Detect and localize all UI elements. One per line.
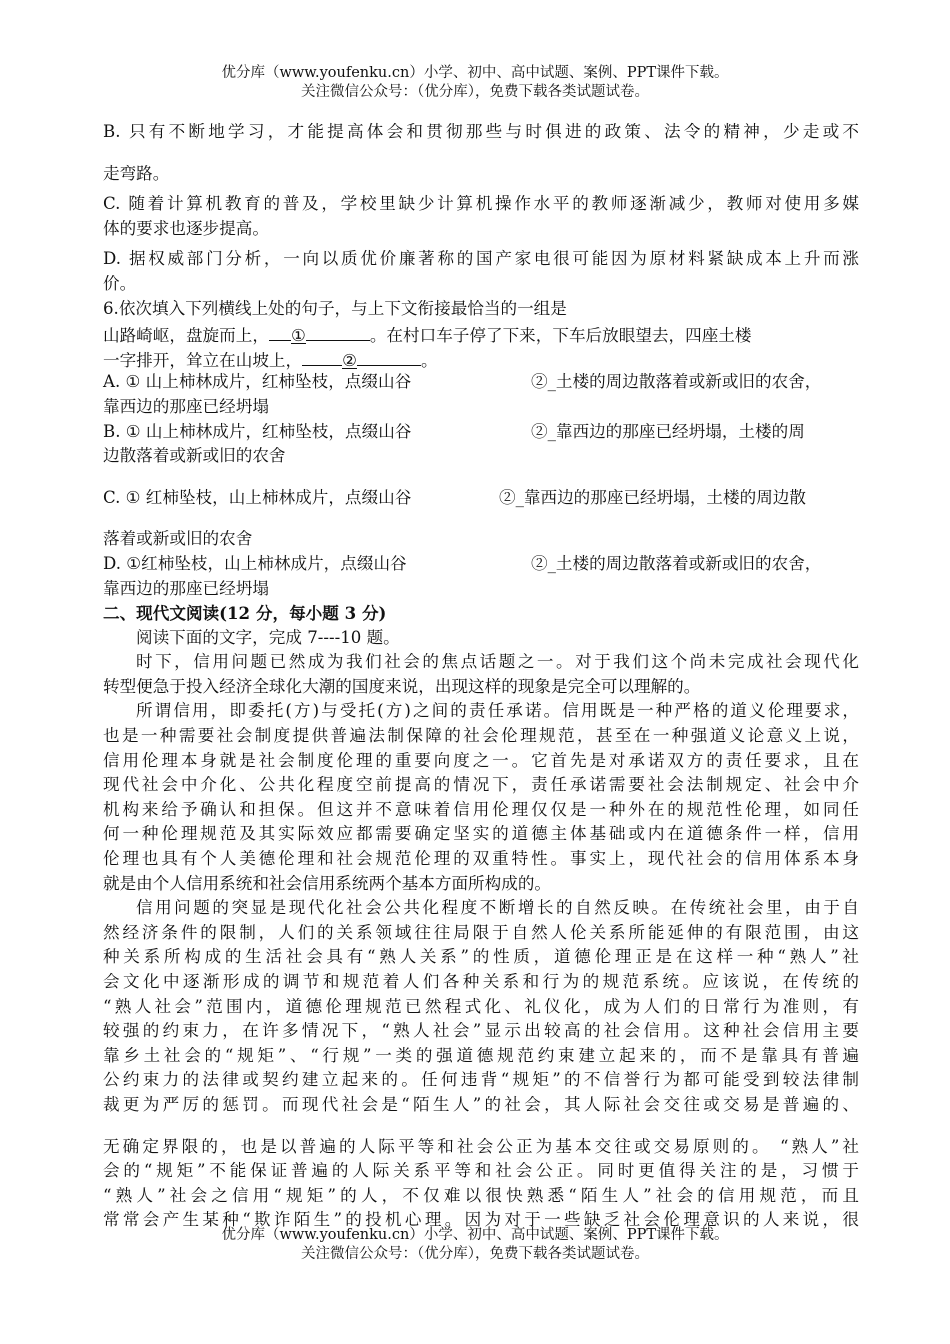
reading-line: 常常会产生某种“欺诈陌生”的投机心理。因为对于一些缺乏社会伦理意识的人来说，很 <box>103 1210 859 1230</box>
reading-line: 信用问题的突显是现代化社会公共化程度不断增长的自然反映。在传统社会里，由于自 <box>136 898 859 918</box>
q6-option-c-line2: 落着或新或旧的农舍 <box>103 529 253 549</box>
reading-paragraph-3-continued <box>103 1135 859 1233</box>
reading-line: 无确定界限的，也是以普遍的人际平等和社会公正为基本交往或交易原则的。 “熟人”社 <box>103 1136 859 1156</box>
q5-option-b-line2: 走弯路。 <box>103 163 170 183</box>
reading-line: 转型便急于投入经济全球化大潮的国度来说，出现这样的现象是完全可以理解的。 <box>103 676 701 696</box>
q6-option-b-line2: 边散落着或新或旧的农舍 <box>103 446 286 466</box>
reading-line: “熟人社会”范围内，道德伦理规范已然程式化、礼仪化，成为人们的日常行为准则，有 <box>103 996 859 1016</box>
q6-option-c-line1: C. ① 红柿坠枝，山上柿林成片，点缀山谷 ②_靠西边的那座已经坍塌，土楼的周边散 <box>103 487 806 507</box>
q5-option-d-line1: D. 据权威部门分析，一向以质优价廉著称的国产家电很可能因为原材料紧缺成本上升而涨 <box>103 249 859 269</box>
reading-line: 机构来给予确认和担保。但这并不意味着信用伦理仅仅是一种外在的规范性伦理，如同任 <box>103 799 859 819</box>
header-line-1: 优分库（www.youfenku.cn）小学、初中、高中试题、案例、PPT课件下载。 <box>221 65 729 81</box>
q6-passage-line2: 一字排开，耸立在山坡上， ② 。 <box>103 346 859 371</box>
q6-option-b-line1: B. ① 山上柿林成片，红柿坠枝，点缀山谷 ②_靠西边的那座已经坍塌，土楼的周 <box>103 421 805 441</box>
reading-line: 会文化中逐渐形成的调节和规范着人们各种关系和行为的规范系统。应该说，在传统的 <box>103 972 859 991</box>
page-footer <box>0 1226 950 1264</box>
reading-line: 时下，信用问题已然成为我们社会的焦点话题之一。对于我们这个尚未完成社会现代化 <box>136 652 859 672</box>
header-line-2: 关注微信公众号：（优分库），免费下载各类试题试卷。 <box>301 84 649 100</box>
reading-line: 然经济条件的限制，人们的关系领域往往局限于自然人伦关系所能延伸的有限范围，由这 <box>103 922 859 942</box>
footer-line-2: 关注微信公众号：（优分库），免费下载各类试题试卷。 <box>301 1246 649 1262</box>
reading-line: 较强的约束力，在许多情况下，“熟人社会”显示出较高的社会信用。这种社会信用主要 <box>103 1021 859 1041</box>
q5-option-c-line1: C. 随着计算机教育的普及，学校里缺少计算机操作水平的教师逐渐减少，教师对使用多媒 <box>103 194 859 214</box>
reading-line: 就是由个人信用系统和社会信用系统两个基本方面所构成的。 <box>103 873 552 893</box>
reading-line: 伦理也具有个人美德伦理和社会规范伦理的双重特性。事实上，现代社会的信用体系本身 <box>103 849 859 869</box>
reading-line: 会的“规矩”不能保证普遍的人际关系平等和社会公正。同时更值得关注的是，习惯于 <box>103 1161 859 1181</box>
reading-paragraph-1 <box>103 650 859 699</box>
reading-paragraph-3 <box>103 896 859 1117</box>
reading-line: “熟人”社会之信用“规矩”的人，不仅难以很快熟悉“陌生人”社会的信用规范，而且 <box>103 1185 859 1205</box>
q6-passage-line1: 山路崎岖，盘旋而上， ① 。在村口车子停了下来，下车后放眼望去，四座土楼 <box>103 321 859 346</box>
reading-line: 所谓信用，即委托(方)与受托(方)之间的责任承诺。信用既是一种严格的道义伦理要求， <box>136 701 859 721</box>
reading-line: 现代社会中介化、公共化程度空前提高的情况下，责任承诺需要社会法制规定、社会中介 <box>103 775 859 795</box>
reading-line: 公约束力的法律或契约建立起来的。任何违背“规矩”的不信誉行为都可能受到较法律制 <box>103 1070 859 1090</box>
footer-line-1: 优分库（www.youfenku.cn）小学、初中、高中试题、案例、PPT课件下载。 <box>221 1227 729 1243</box>
blank-2: ② <box>342 350 358 370</box>
reading-line: 种关系所构成的生活社会具有“熟人关系”的性质，道德伦理正是在这样一种“熟人”社 <box>103 947 859 967</box>
section-2-instruction: 阅读下面的文字，完成 7----10 题。 <box>136 627 400 647</box>
q6-option-a-line2: 靠西边的那座已经坍塌 <box>103 396 269 416</box>
reading-line: 裁更为严厉的惩罚。而现代社会是“陌生人”的社会，其人际社会交往或交易是普遍的、 <box>103 1094 859 1114</box>
page-header <box>0 64 950 102</box>
page-content <box>103 120 859 1233</box>
q5-option-b-line1: B. 只有不断地学习，才能提高体会和贯彻那些与时俱进的政策、法令的精神，少走或不 <box>103 122 859 141</box>
reading-line: 靠乡土社会的“规矩”、“行规”一类的强道德规范约束建立起来的，而不是靠具有普遍 <box>103 1045 859 1065</box>
reading-line: 信用伦理本身就是社会制度伦理的重要向度之一。它首先是对承诺双方的责任要求，且在 <box>103 750 859 770</box>
blank-1: ① <box>290 326 306 346</box>
section-2-title: 二、现代文阅读(12 分，每小题 3 分) <box>103 603 387 624</box>
reading-line: 也是一种需要社会制度提供普遍法制保障的社会伦理规范，甚至在一种强道义论意义上说， <box>103 726 859 746</box>
reading-paragraph-2 <box>103 699 859 896</box>
q6-stem: 6.依次填入下列横线上处的句子，与上下文衔接最恰当的一组是 <box>103 298 567 318</box>
reading-line: 何一种伦理规范及其实际效应都需要确定坚实的道德主体基础或内在道德条件一样，信用 <box>103 824 859 844</box>
q5-option-c-line2: 体的要求也逐步提高。 <box>103 218 269 238</box>
q5-option-d-line2: 价。 <box>103 273 137 293</box>
q6-option-d-line2: 靠西边的那座已经坍塌 <box>103 578 269 598</box>
q6-option-d-line1: D. ①红柿坠枝，山上柿林成片，点缀山谷 ②_土楼的周边散落着或新或旧的农舍， <box>103 553 822 573</box>
q6-option-a-line1: A. ① 山上柿林成片，红柿坠枝，点缀山谷 ②_土楼的周边散落着或新或旧的农舍， <box>103 372 822 392</box>
